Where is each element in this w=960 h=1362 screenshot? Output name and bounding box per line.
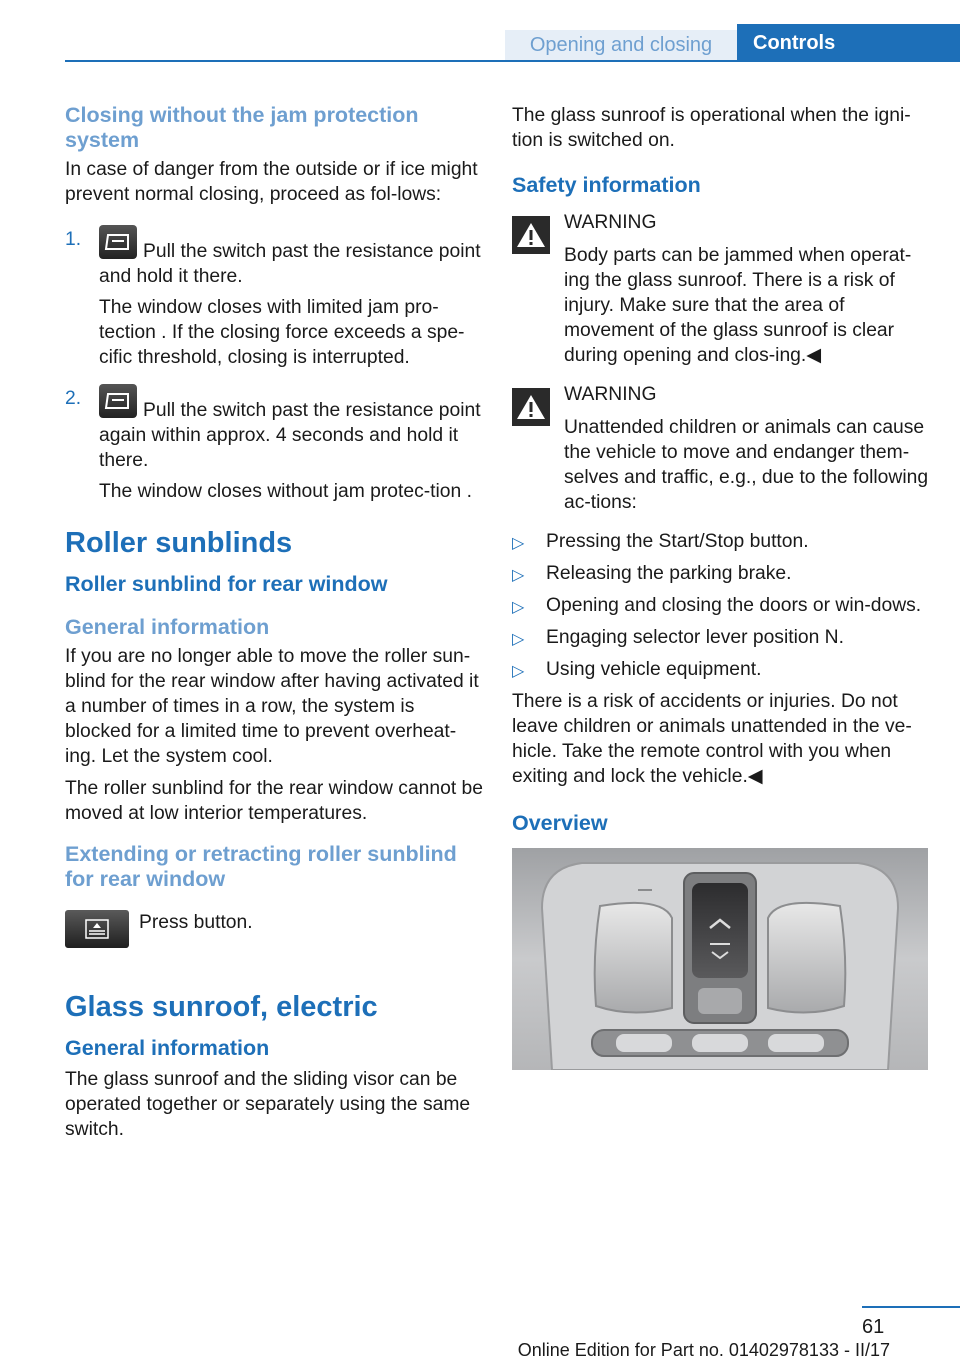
roller-sunblinds-title: Roller sunblinds (65, 527, 293, 559)
sunroof-title: Glass sunroof, electric (65, 991, 378, 1023)
header-section-label: Opening and closing (505, 30, 737, 60)
list-item: ▷ Engaging selector lever position N. (512, 625, 932, 650)
press-button-row (65, 908, 485, 948)
sunblind-button-icon (65, 910, 129, 948)
warning-title: WARNING (564, 384, 657, 405)
step-detail: The window closes without jam protec‐tion . (99, 481, 472, 502)
roller-sunblind-subtitle: Roller sunblind for rear window (65, 572, 388, 596)
list-item: ▷ Opening and closing the doors or win‐dows. (512, 593, 932, 618)
left-column (65, 103, 485, 1149)
sunroof-switch-photo (512, 848, 928, 1070)
safety-title: Safety information (512, 173, 701, 197)
triangle-bullet-icon: ▷ (512, 663, 525, 680)
ignition-paragraph: The glass sunroof is operational when the igni‐tion is switched on. (512, 105, 911, 151)
action-list (512, 529, 932, 682)
closing-steps (65, 225, 485, 504)
footer-rule (862, 1306, 960, 1308)
warning-body: Unattended children or animals can cause the vehicle to move and endanger them‐selves and traffic, e.g., due to the following ac‐tions: (564, 417, 929, 513)
step-text: Pull the switch past the resistance point again within approx. 4 seconds and hold it there. (99, 400, 481, 471)
risk-paragraph: There is a risk of accidents or injuries. Do not leave children or animals unattended in the ve‐hicle. Take the remote control with you when exiting and lock the vehicle.◀ (512, 691, 912, 787)
step-text: Pull the switch past the resistance point and hold it there. (99, 241, 481, 287)
window-switch-icon (99, 225, 137, 259)
window-switch-icon (99, 384, 137, 418)
warning-triangle-icon (512, 216, 550, 254)
warning-block (512, 382, 932, 515)
list-item: ▷ Releasing the parking brake. (512, 561, 932, 586)
warning-title: WARNING (564, 212, 657, 233)
closing-intro: In case of danger from the outside or if ice might prevent normal closing, proceed as fol‐lows: (65, 159, 478, 205)
general-info-paragraph: If you are no longer able to move the roller sun‐blind for the rear window after having activated it a number of times in a row, the system is blocked for a limited time to prevent overheat‐ing. Let the system cool. (65, 646, 479, 767)
general-info-paragraph: The roller sunblind for the rear window cannot be moved at low interior temperatures. (65, 778, 483, 824)
list-item: ▷ Pressing the Start/Stop button. (512, 529, 932, 554)
header-chapter-tab: Controls (737, 24, 960, 62)
general-info-title: General information (65, 615, 270, 639)
edition-note: Online Edition for Part no. 01402978133 - II/17 (517, 1340, 890, 1360)
sunroof-general-paragraph: The glass sunroof and the sliding visor can be operated together or separately using the same switch. (65, 1069, 471, 1140)
triangle-bullet-icon: ▷ (512, 535, 525, 552)
header-rule (65, 60, 960, 62)
warning-block (512, 210, 932, 368)
overview-title: Overview (512, 811, 608, 835)
triangle-bullet-icon: ▷ (512, 567, 525, 584)
step-number: 2. (65, 388, 82, 409)
page-number: 61 (862, 1316, 885, 1338)
right-column (512, 103, 932, 1070)
step-number: 1. (65, 229, 82, 250)
extend-retract-title: Extending or retracting roller sunblind for rear window (65, 842, 457, 891)
warning-triangle-icon (512, 388, 550, 426)
step-detail: The window closes with limited jam pro‐tection . If the closing force exceeds a spe‐cific threshold, closing is interrupted. (99, 297, 465, 368)
press-button-text: Press button. (139, 912, 253, 933)
triangle-bullet-icon: ▷ (512, 599, 525, 616)
list-item: ▷ Using vehicle equipment. (512, 657, 932, 682)
sunroof-general-title: General information (65, 1036, 270, 1060)
step-item (65, 384, 485, 504)
step-item (65, 225, 485, 370)
closing-title: Closing without the jam protection system (65, 103, 419, 152)
triangle-bullet-icon: ▷ (512, 631, 525, 648)
warning-body: Body parts can be jammed when operat‐ing the glass sunroof. There is a risk of injury. Make sure that the area of movement of the glass sunroof is clear during opening and clos‐ing.◀ (564, 245, 912, 366)
